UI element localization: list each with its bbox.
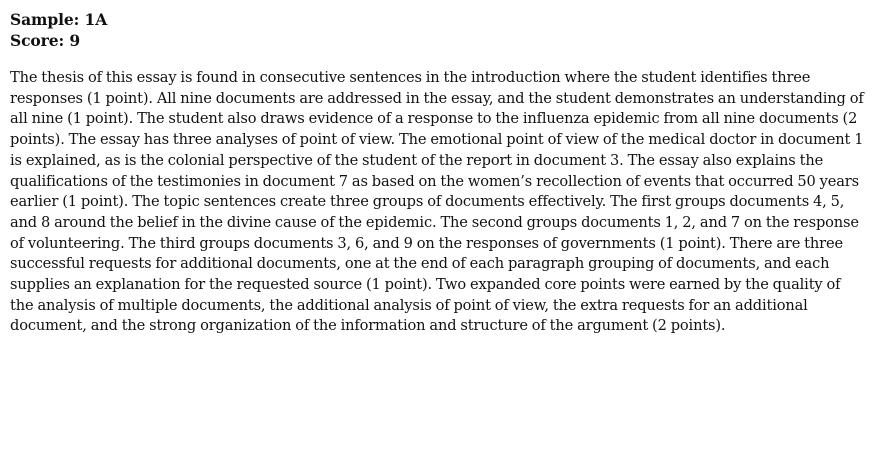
scoring-commentary-page	[10, 9, 866, 337]
score-label: Score: 9	[10, 31, 81, 50]
commentary-paragraph: The thesis of this essay is found in consecutive sentences in the introduction where the student identifies three responses (1 point). All nine documents are addressed in the essay, and the student demonstrates an understanding of all nine (1 point). The student also draws evidence of a response to the influenza epidemic from all nine documents (2 points). The essay has three analyses of point of view. The emotional point of view of the medical doctor in document 1 is explained, as is the colonial perspective of the student of the report in document 3. The essay also explains the qualifications of the testimonies in document 7 as based on the women’s recollection of events that occurred 50 years earlier (1 point). The topic sentences create three groups of documents effectively. The first groups documents 4, 5, and 8 around the belief in the divine cause of the epidemic. The second groups documents 1, 2, and 7 on the response of volunteering. The third groups documents 3, 6, and 9 on the responses of governments (1 point). There are three successful requests for additional documents, one at the end of each paragraph grouping of documents, and each supplies an explanation for the requested source (1 point). Two expanded core points were earned by the quality of the analysis of multiple documents, the additional analysis of point of view, the extra requests for an additional document, and the strong organization of the information and structure of the argument (2 points).	[10, 69, 864, 335]
sample-label: Sample: 1A	[10, 10, 108, 29]
